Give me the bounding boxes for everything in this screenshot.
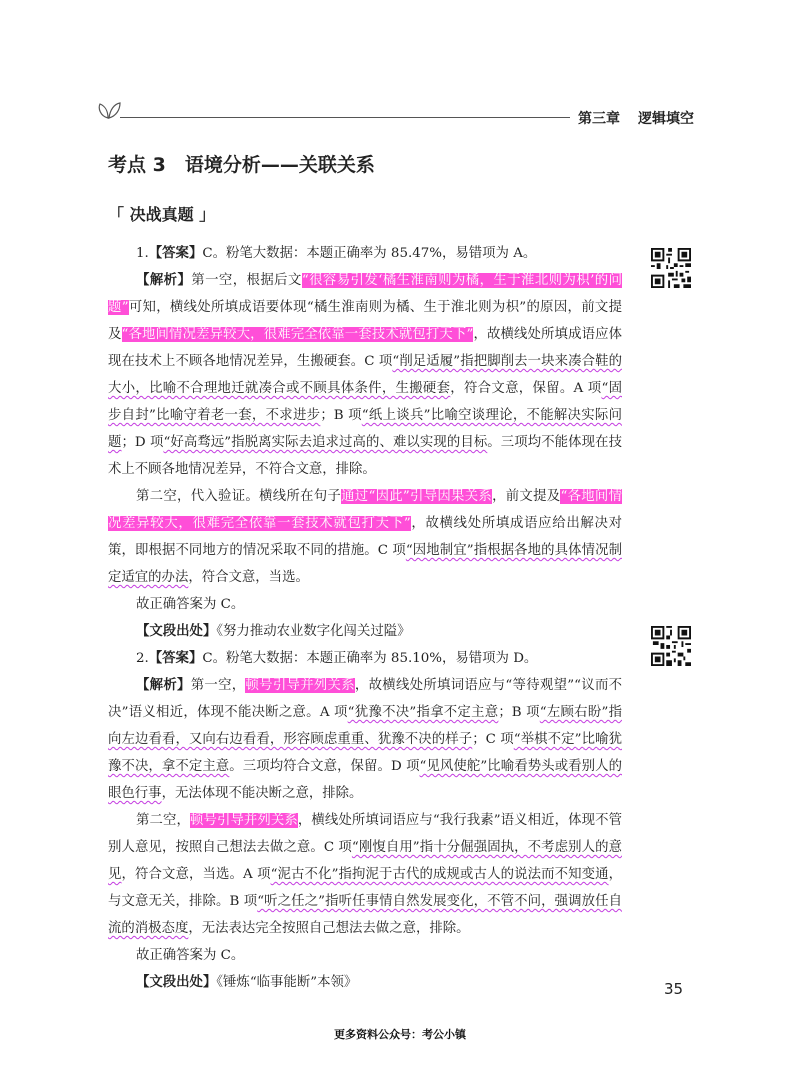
page-number: 35 [664, 980, 684, 998]
wavy-underline: “固步自封”比喻守着老一套，不求进步 [108, 381, 622, 423]
wavy-underline: “左顾右盼”指向左边看看，又向右边看看，形容顾虑重重、犹豫不决的样子 [108, 705, 622, 747]
text-run: ，故横线处所填词语应与“等待观望”“议而不决”语义相近，体现不能决断之意。A 项 [108, 678, 623, 720]
subsection-title: 「 决战真题 」 [108, 205, 216, 224]
text-run: ；B 项 [320, 408, 362, 423]
q2-conclusion: 故正确答案为 C。 [136, 948, 245, 963]
leaf-ornament-icon [96, 100, 122, 120]
text-run: 可知，横线处所填成语要体现“橘生淮南则为橘、生于淮北则为枳”的原因，前文提及 [108, 300, 622, 342]
wavy-underline: “见风使舵”比喻看势头或看别人的眼色行事 [108, 759, 622, 801]
highlight: “各地间情况差异较大，很难完全依靠一套技术就包打天下” [108, 489, 622, 531]
source-title: 《锤炼“临事能断”本领》 [216, 975, 358, 990]
text-run: ，故横线处所填成语应给出解决对策，即根据不同地方的情况采取不同的措施。C 项 [108, 516, 622, 558]
q1-analysis-para1 [108, 267, 622, 483]
wavy-underline: “泥古不化”指拘泥于古代的成规或古人的说法而不知变通 [270, 867, 609, 882]
q1-conclusion: 故正确答案为 C。 [136, 597, 245, 612]
qr-code-icon [651, 626, 691, 666]
header-rule [120, 117, 570, 118]
highlight: 顿号引导并列关系 [189, 813, 298, 828]
answer-label: 【答案】 [148, 246, 203, 261]
highlight: “很容易引发‘橘生淮南则为橘，生于淮北则为枳’的问题” [108, 273, 623, 315]
q1-source [108, 618, 622, 645]
highlight: “各地间情况差异较大，很难完全依靠一套技术就包打天下” [121, 327, 474, 342]
text-run: ，横线处所填词语应与“我行我素”语义相近，体现不管别人意见，按照自己想法去做之意。C 项 [108, 813, 622, 855]
text-run: 第一空，根据后文 [191, 273, 302, 288]
q2-analysis-para2 [108, 807, 622, 942]
text-run: 。三项均符合文意，保留。D 项 [229, 759, 420, 774]
q1-answer-text: C。粉笔大数据：本题正确率为 85.47%，易错项为 A。 [202, 246, 537, 261]
text-run: ；D 项 [121, 435, 164, 450]
q2-answer-line [108, 645, 622, 672]
qr-code-icon [651, 248, 691, 288]
text-run: 第二空， [136, 813, 190, 828]
q2-number: 2. [136, 651, 149, 666]
q1-number: 1. [136, 246, 149, 261]
wavy-underline: “犹豫不决”指拿不定主意 [347, 705, 499, 720]
text-run: 第二空，代入验证。横线所在句子 [136, 489, 342, 504]
q2-analysis-para1 [108, 672, 622, 807]
q2-source [108, 969, 622, 996]
source-label: 【文段出处】 [136, 975, 217, 990]
text-run: 。三项均不能体现在技术上不顾各地情况差异，不符合文意，排除。 [108, 435, 622, 477]
wavy-underline: “因地制宜”指根据各地的具体情况制定适宜的办法 [108, 543, 622, 585]
text-run: ，符合文意，当选。 [188, 570, 309, 585]
chapter-topic: 逻辑填空 [638, 111, 694, 127]
wavy-underline: “听之任之”指听任事情自然发展变化，不管不问，强调放任自流的消极态度 [108, 894, 622, 936]
chapter-label: 第三章 [578, 111, 620, 127]
wavy-underline: “好高骛远”指脱离实际去追求过高的、难以实现的目标 [163, 435, 488, 450]
q1-answer-line [108, 240, 622, 267]
wavy-underline: “举棋不定”比喻犹豫不决，拿不定主意 [108, 732, 622, 774]
footer-note: 更多资料公众号：考公小镇 [334, 1028, 466, 1041]
analysis-label: 【解析】 [136, 273, 192, 288]
section-title: 考点 3 语境分析——关联关系 [108, 154, 375, 176]
q2-answer-text: C。粉笔大数据：本题正确率为 85.10%，易错项为 D。 [202, 651, 538, 666]
highlight: 顿号引导并列关系 [245, 678, 355, 693]
text-run: ，符合文意，当选。A 项 [121, 867, 271, 882]
text-run: ，与文意无关，排除。B 项 [108, 867, 622, 909]
text-run: ，故横线处所填成语应体现在技术上不顾各地情况差异，生搬硬套。C 项 [108, 327, 623, 369]
answer-content [108, 240, 622, 996]
text-run: ；C 项 [472, 732, 514, 747]
source-label: 【文段出处】 [136, 624, 217, 639]
q1-analysis-para2 [108, 483, 622, 591]
text-run: ，符合文意，保留。A 项 [450, 381, 602, 396]
wavy-underline: “刚愎自用”指十分倔强固执，不考虑别人的意见 [108, 840, 622, 882]
text-run: ，无法体现不能决断之意，排除。 [161, 786, 363, 801]
text-run: ，前文提及 [492, 489, 561, 504]
running-header [578, 108, 694, 128]
text-run: ；B 项 [498, 705, 540, 720]
text-run: 第一空， [190, 678, 246, 693]
text-run: ，无法表达完全按照自己想法去做之意，排除。 [188, 921, 470, 936]
answer-label: 【答案】 [148, 651, 203, 666]
source-title: 《努力推动农业数字化闯关过隘》 [216, 624, 411, 639]
highlight: 通过“因此”引导因果关系 [341, 489, 493, 504]
analysis-label: 【解析】 [136, 678, 191, 693]
wavy-underline: “削足适履”指把脚削去一块来凑合鞋的大小，比喻不合理地迁就凑合或不顾具体条件，生搬硬套 [108, 354, 622, 396]
wavy-underline: “纸上谈兵”比喻空谈理论，不能解决实际问题 [108, 408, 622, 450]
